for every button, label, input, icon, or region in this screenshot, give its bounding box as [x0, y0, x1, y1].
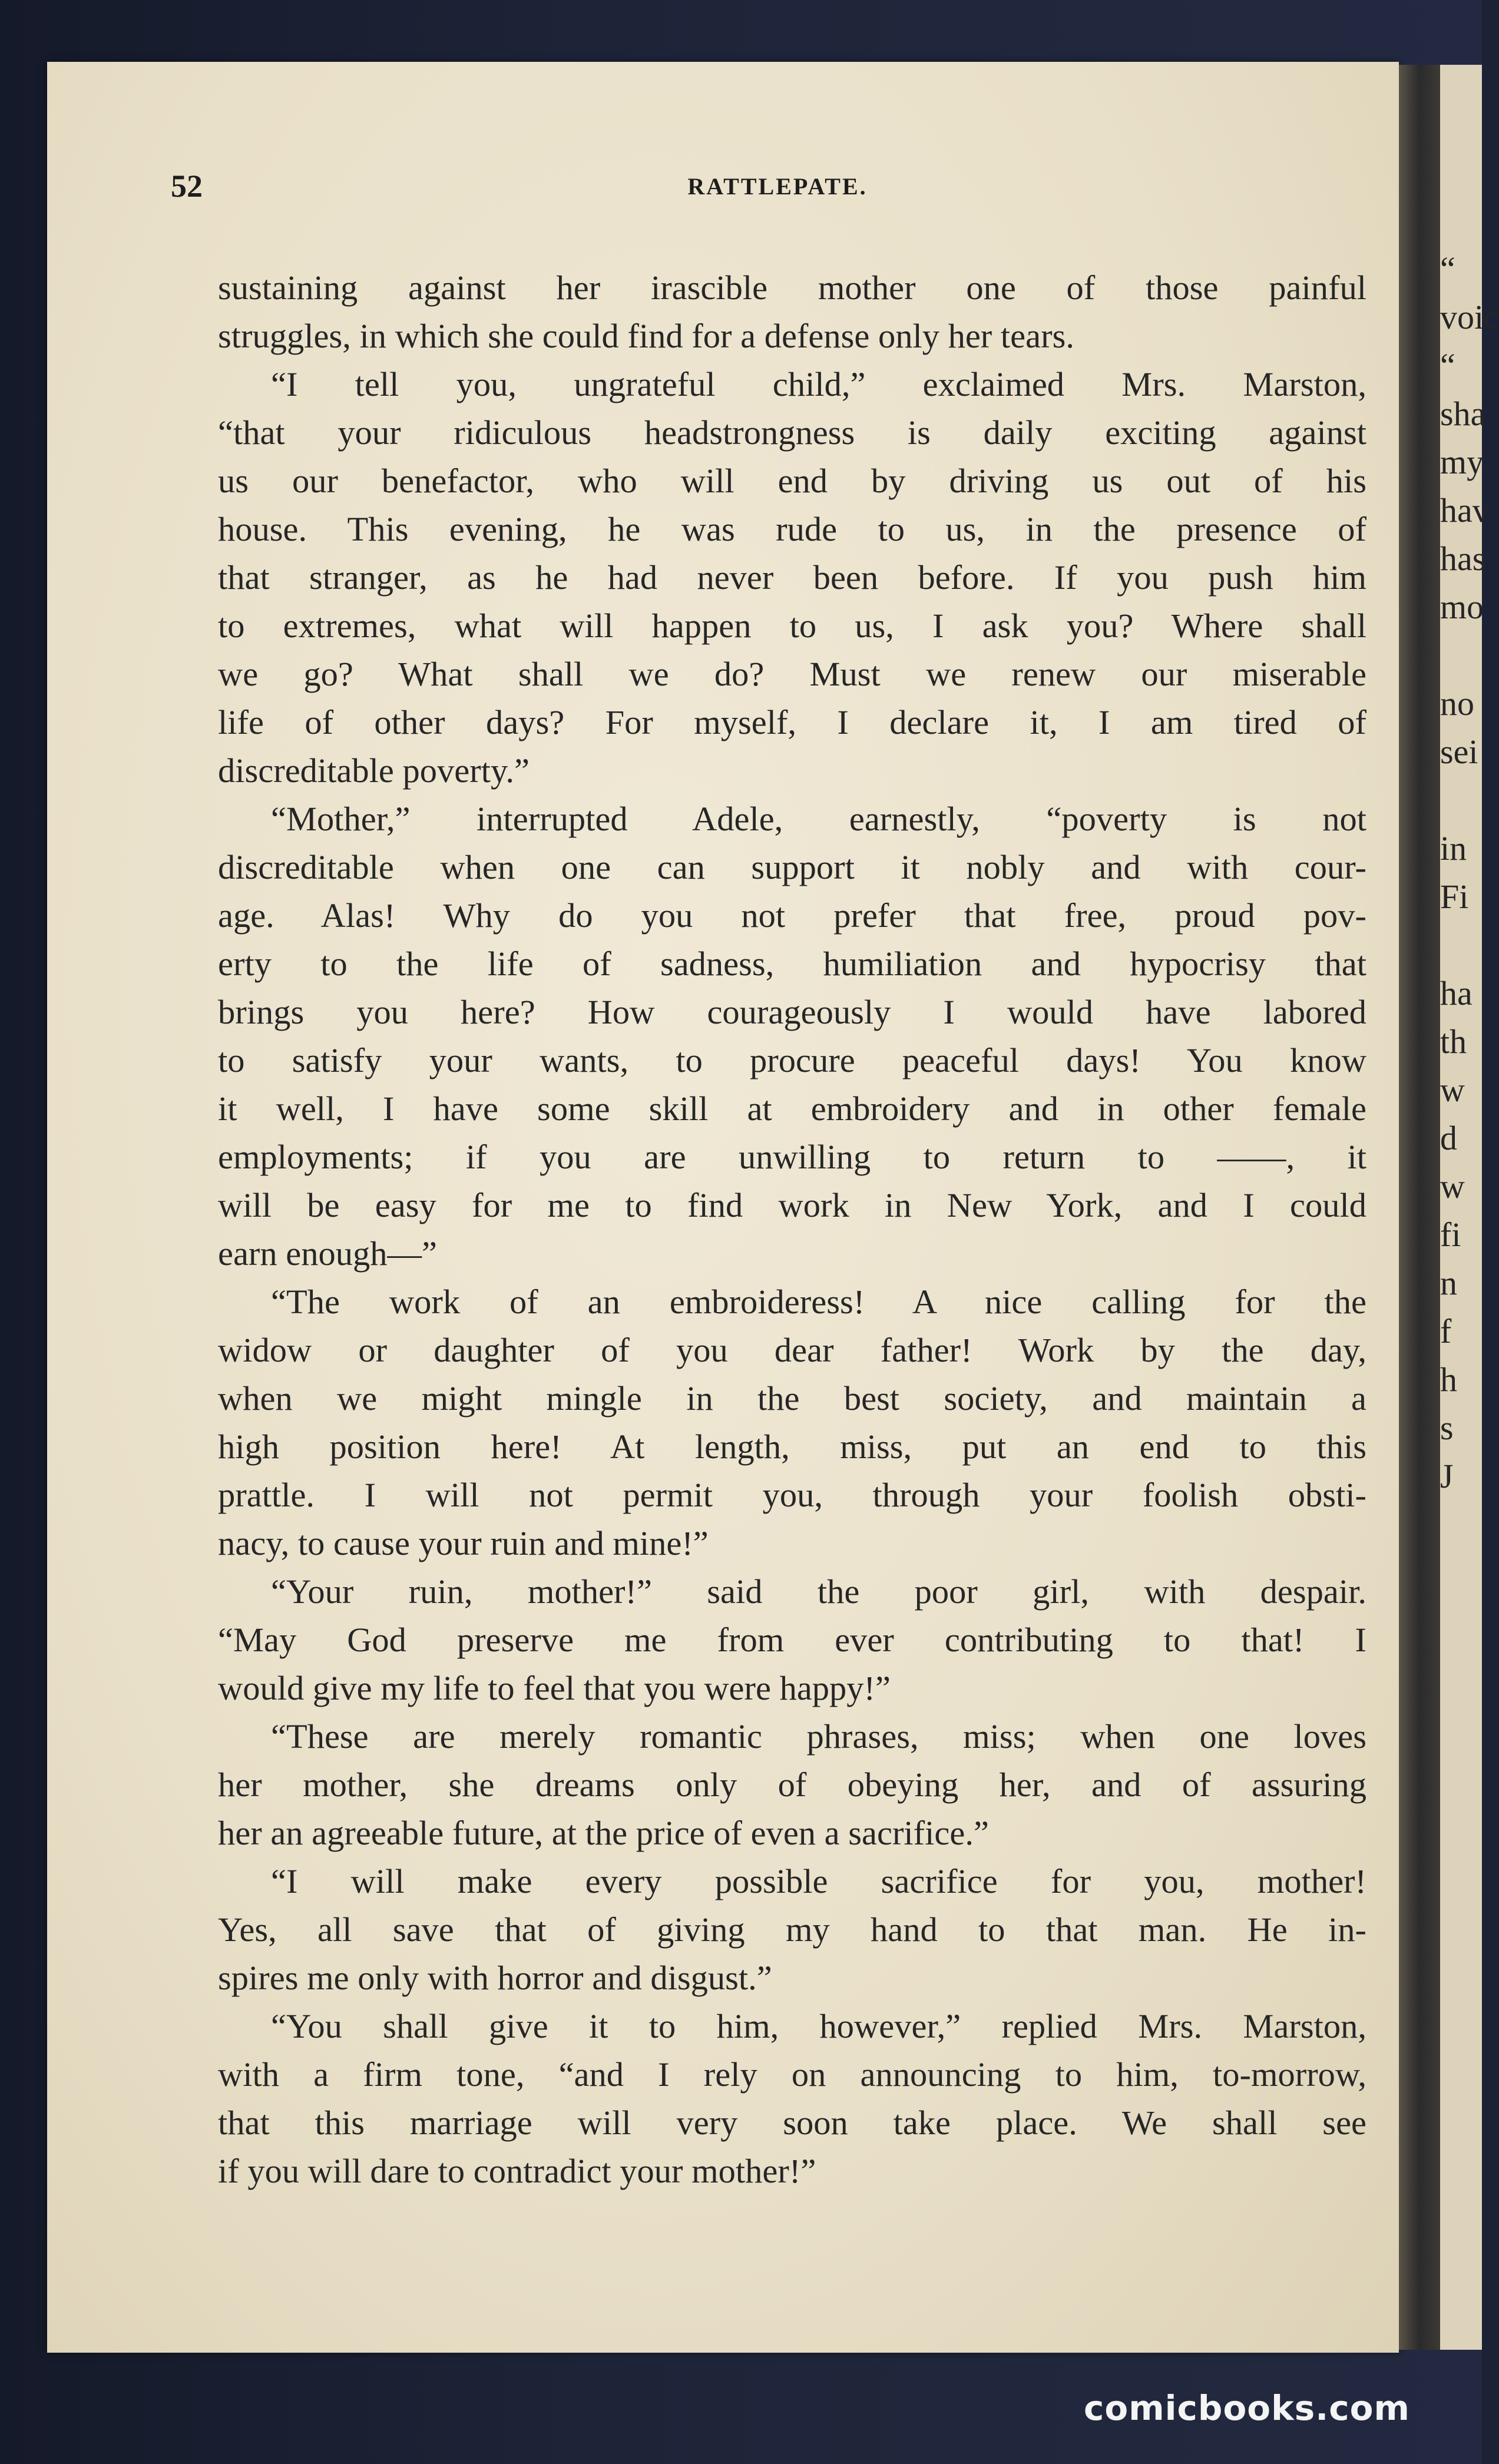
text-line: when we might mingle in the best society, and maintain a	[218, 1379, 1366, 1418]
text-line: that this marriage will very soon take place. We shall see	[218, 2104, 1366, 2142]
book-gutter	[1399, 65, 1440, 2350]
text-line: house. This evening, he was rude to us, in the presence of	[218, 510, 1366, 548]
facing-page-fragment: ha	[1440, 974, 1472, 1012]
facing-page-fragment: w	[1440, 1071, 1465, 1109]
text-line: struggles, in which she could find for a defense only her tears.	[218, 317, 1074, 355]
text-line: sustaining against her irascible mother one of those painful	[218, 269, 1366, 307]
facing-page-fragment: sei	[1440, 733, 1478, 771]
text-line: “The work of an embroideress! A nice calling for the	[271, 1283, 1366, 1321]
text-line: will be easy for me to find work in New York, and I could	[218, 1186, 1366, 1224]
facing-page-fragment: d	[1440, 1119, 1457, 1157]
facing-page-fragment: n	[1440, 1264, 1457, 1302]
facing-page-fragment: hav	[1440, 491, 1490, 529]
text-line: spires me only with horror and disgust.”	[218, 1959, 772, 1997]
text-line: us our benefactor, who will end by driving us out of his	[218, 462, 1366, 500]
text-line: “I will make every possible sacrifice for you, mother!	[271, 1862, 1366, 1900]
facing-page-fragment: fi	[1440, 1216, 1461, 1254]
facing-page-fragment: Fi	[1440, 877, 1469, 916]
text-line: “Your ruin, mother!” said the poor girl, with despair.	[271, 1572, 1366, 1611]
text-line: erty to the life of sadness, humiliation and hypocrisy that	[218, 945, 1366, 983]
text-line: prattle. I will not permit you, through your foolish obsti-	[218, 1476, 1366, 1514]
facing-page-fragment: sha	[1440, 395, 1486, 433]
facing-page-fragment: J	[1440, 1457, 1454, 1495]
text-line: we go? What shall we do? Must we renew our miserable	[218, 655, 1366, 693]
page-header	[171, 168, 1384, 209]
text-line: “Mother,” interrupted Adele, earnestly, “poverty is not	[271, 800, 1366, 838]
facing-page-fragment: voic	[1440, 298, 1499, 336]
facing-page-fragment: f	[1440, 1312, 1452, 1350]
text-line: that stranger, as he had never been before. If you push him	[218, 558, 1366, 597]
text-line: “These are merely romantic phrases, miss; when one loves	[271, 1717, 1366, 1756]
body-text	[218, 264, 1366, 2195]
text-line: discreditable poverty.”	[218, 751, 530, 790]
facing-page-fragment: “	[1440, 346, 1455, 385]
text-line: age. Alas! Why do you not prefer that free, proud pov-	[218, 896, 1366, 935]
text-line: her mother, she dreams only of obeying her, and of assuring	[218, 1766, 1366, 1804]
site-watermark: comicbooks.com	[1084, 2388, 1410, 2428]
page-number: 52	[171, 168, 203, 204]
facing-page-fragment: “	[1440, 250, 1455, 288]
text-line: discreditable when one can support it nobly and with cour-	[218, 848, 1366, 886]
text-line: with a firm tone, “and I rely on announcing to him, to-morrow,	[218, 2055, 1366, 2094]
text-line: it well, I have some skill at embroidery and in other female	[218, 1089, 1366, 1128]
text-line: high position here! At length, miss, put an end to this	[218, 1428, 1366, 1466]
facing-page-fragment: in	[1440, 829, 1467, 867]
facing-page-fragment: h	[1440, 1360, 1457, 1399]
text-line: brings you here? How courageously I would have labored	[218, 993, 1366, 1031]
text-line: “You shall give it to him, however,” replied Mrs. Marston,	[271, 2007, 1366, 2045]
facing-page-fragment: my	[1440, 443, 1484, 481]
text-line: her an agreeable future, at the price of even a sacrifice.”	[218, 1814, 989, 1852]
text-line: Yes, all save that of giving my hand to that man. He in-	[218, 1910, 1366, 1949]
text-line: to satisfy your wants, to procure peaceful days! You know	[218, 1041, 1366, 1079]
text-line: widow or daughter of you dear father! Work by the day,	[218, 1331, 1366, 1369]
facing-page-fragment: th	[1440, 1022, 1467, 1061]
facing-page-edge	[1440, 65, 1499, 2350]
text-line: employments; if you are unwilling to return to ——, it	[218, 1138, 1366, 1176]
facing-page-fragment: no	[1440, 684, 1474, 723]
text-line: “I tell you, ungrateful child,” exclaimed Mrs. Marston,	[271, 365, 1366, 403]
text-line: to extremes, what will happen to us, I ask you? Where shall	[218, 607, 1366, 645]
text-line: nacy, to cause your ruin and mine!”	[218, 1524, 709, 1562]
facing-page-fragment: has	[1440, 539, 1486, 578]
text-line: earn enough—”	[218, 1234, 437, 1273]
text-line: if you will dare to contradict your mother!”	[218, 2152, 816, 2190]
facing-page-fragment: w	[1440, 1167, 1465, 1205]
text-line: would give my life to feel that you were happy!”	[218, 1669, 891, 1707]
facing-page-fragment: s	[1440, 1409, 1454, 1447]
text-line: “that your ridiculous headstrongness is daily exciting against	[218, 413, 1366, 452]
text-line: “May God preserve me from ever contributing to that! I	[218, 1621, 1366, 1659]
text-line: life of other days? For myself, I declare it, I am tired of	[218, 703, 1366, 741]
facing-page-fragment: mo	[1440, 588, 1484, 626]
running-title: RATTLEPATE.	[687, 173, 868, 200]
